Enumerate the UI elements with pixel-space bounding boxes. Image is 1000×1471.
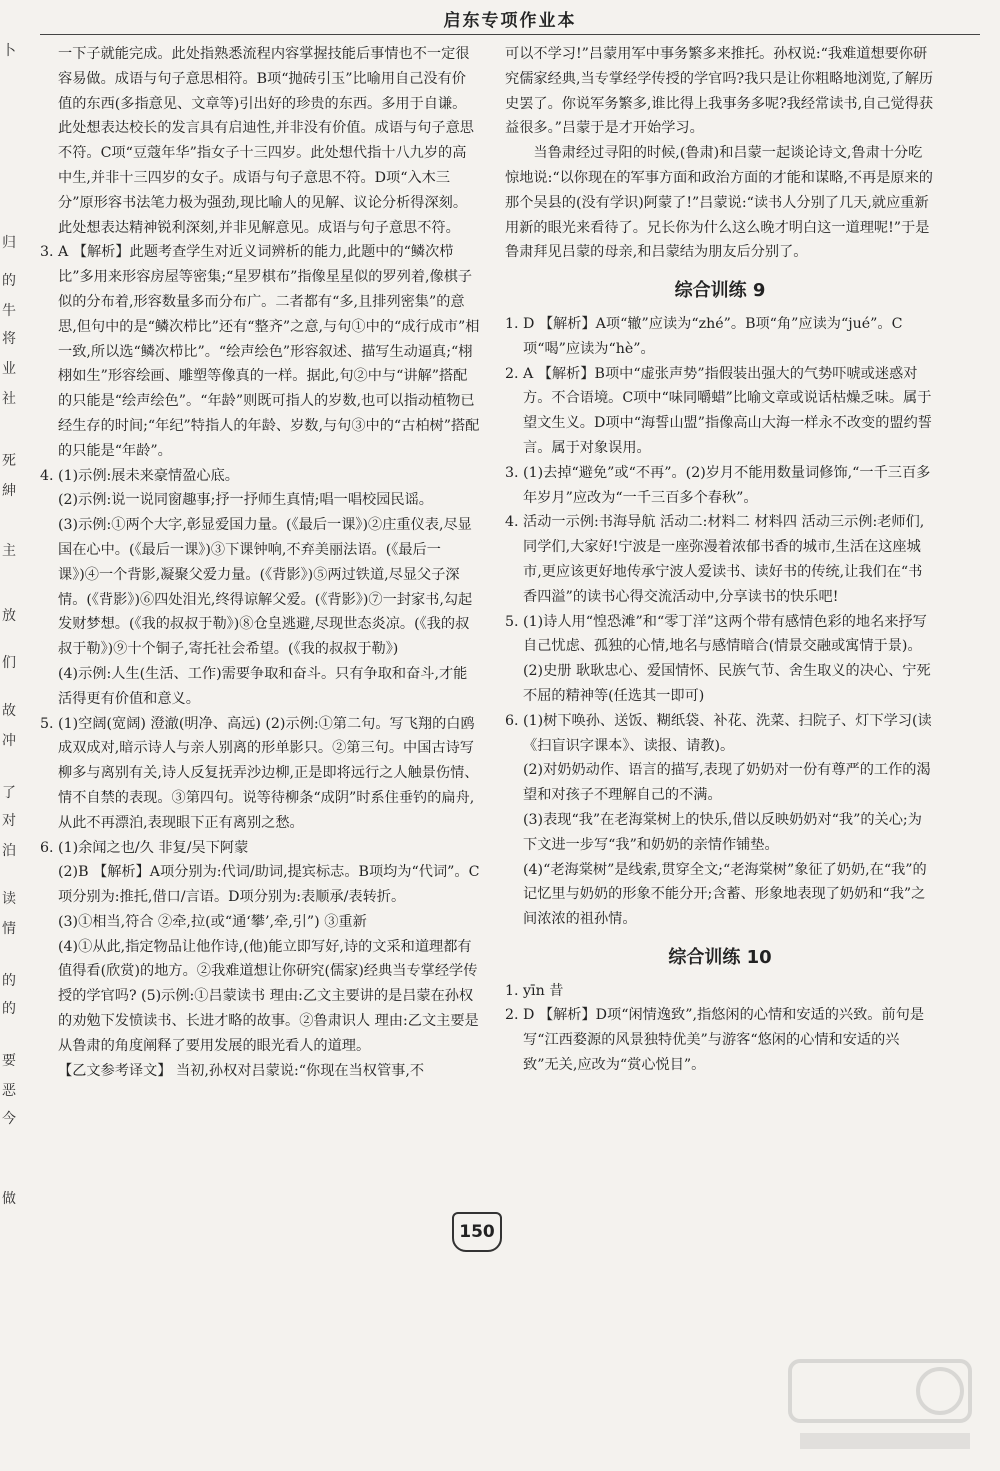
margin-char: 冲 (2, 733, 16, 749)
margin-char: 紳 (2, 483, 16, 499)
answer-4-1: 4. (1)示例:展未来豪情盈心底。 (40, 467, 239, 484)
answer-4-2: (2)示例:说一说同窗趣事;抒一抒师生真情;唱一唱校园民谣。 (58, 492, 433, 509)
s9-answer-5-2: (2)史册 耿耿忠心、爱国情怀、民族气节、舍生取义的决心、宁死不屈的精神等(任选其一即可) (523, 663, 931, 704)
margin-char: 主 (2, 543, 16, 559)
header-title: 启东专项作业本 (443, 11, 577, 31)
margin-char: 社 (2, 391, 16, 407)
page-header (40, 0, 980, 35)
s10-answer-2: 2. D 【解析】D项“闲情逸致”,指悠闲的心情和安适的兴致。前句是写“江西婺源的风景独特优美”与游客“悠闲的心情和安适的兴致”无关,应改为“赏心悦目”。 (505, 1007, 925, 1074)
margin-char: 的 (2, 973, 16, 989)
margin-char: 今 (2, 1111, 16, 1127)
margin-char: 放 (2, 608, 16, 624)
margin-char: 泊 (2, 843, 16, 859)
margin-char: 们 (2, 655, 16, 671)
margin-char: 要 (2, 1053, 16, 1069)
answer-3: 3. A 【解析】此题考查学生对近义词辨析的能力,此题中的“鳞次栉比”多用来形容房屋等密集;“星罗棋布”指像星星似的罗列着,像棋子似的分布着,形容数量多而分布广。二者都有“多,且排列密集”的意思,但句中的是“鳞次栉比”还有“整齐”之意,与句①中的“成行成市”相一致,所以选“鳞次栉比”。“绘声绘色”形容叙述、描写生动逼真;“栩栩如生”形容绘画、雕塑等像真的一样。据此,句②中与“讲解”搭配的只能是“绘声绘色”。“年龄”则既可指人的岁数,也可以指动植物已经生存的时间;“年纪”特指人的年龄、岁数,与句③中的“古柏树”搭配的只能是“年龄”。 (40, 244, 480, 459)
margin-char: 读 (2, 891, 16, 907)
margin-char: 对 (2, 813, 16, 829)
margin-char: 的 (2, 273, 16, 289)
margin-char: 情 (2, 921, 16, 937)
margin-char: 归 (2, 235, 16, 251)
s10-answer-1: 1. yīn 昔 (505, 982, 564, 999)
right-column (505, 42, 935, 1078)
margin-char: 死 (2, 453, 16, 469)
translation-paragraph-2: 当鲁肃经过寻阳的时候,(鲁肃)和吕蒙一起谈论诗文,鲁肃十分吃惊地说:“以你现在的军事方面和政治方面的才能和谋略,不再是原来的那个吴县的(没有学识)阿蒙了!”吕蒙说:“读书人分别了几天,就应重新用新的眼光来看待了。兄长你为什么这么晚才明白这一道理呢!”于是鲁肃拜见吕蒙的母亲,和吕蒙结为朋友后分别了。 (505, 145, 933, 261)
margin-char: 将 (2, 331, 16, 347)
answer-4-3: (3)示例:①两个大字,彰显爱国力量。(《最后一课》)②庄重仪表,尽显国在心中。(《最后一课》)③下课钟响,不弃美丽法语。(《最后一课》)④一个背影,凝聚父爱力量。(《背影》)⑤两过铁道,尽显父子深情。(《背影》)⑥四处泪光,终得谅解父爱。(《背影》)⑦一封家书,勾起发财梦想。(《我的叔叔于勒》)⑧仓皇逃避,尽现世态炎凉。(《我的叔叔于勒》)⑨十个铜子,寄托社会希望。(《我的叔叔于勒》) (58, 517, 473, 658)
s9-answer-5-1: 5. (1)诗人用“惶恐滩”和“零丁洋”这两个带有感情色彩的地名来抒写自己忧虑、孤独的心情,地名与感情暗合(情景交融或寓情于景)。 (505, 613, 927, 655)
margin-char: 业 (2, 361, 16, 377)
answer-6-3: (3)①相当,符合 ②牵,拉(或“通‘攀’,牵,引”) ③重新 (58, 913, 367, 930)
s9-answer-6-3: (3)表现“我”在老海棠树上的快乐,借以反映奶奶对“我”的关心;为下文进一步写“我”和奶奶的亲情作铺垫。 (523, 811, 922, 853)
answer-6-2: (2)B 【解析】A项分别为:代词/助词,提宾标志。B项均为“代词”。C项分别为:推托,借口/言语。D项分别为:表顺承/表转折。 (58, 864, 480, 906)
section-title-9: 综合训练 9 (674, 280, 766, 302)
s9-answer-3: 3. (1)去掉“避免”或“不再”。(2)岁月不能用数量词修饰,“一千三百多年岁月”应改为“一千三百多个春秋”。 (505, 464, 931, 506)
s9-answer-6-2: (2)对奶奶动作、语言的描写,表现了奶奶对一份有尊严的工作的渴望和对孩子不理解自己的不满。 (523, 762, 931, 804)
left-column (40, 42, 480, 1083)
paragraph-continued: 一下子就能完成。此处指熟悉流程内容掌握技能后事情也不一定很容易做。成语与句子意思相符。B项“抛砖引玉”比喻用自己没有价值的东西(多指意见、文章等)引出好的珍贵的东西。多用于自谦。此处想表达校长的发言具有启迪性,并非没有价值。成语与句子意思不符。C项“豆蔻年华”指女子十三四岁。此处想代指十八九岁的高中生,并非十三四岁的女子。成语与句子意思不符。D项“入木三分”原形容书法笔力极为强劲,现比喻人的见解、议论分析得深刻。此处想表达精神锐利深刻,并非见解意见。成语与句子意思不符。 (58, 46, 474, 236)
translation-continued: 可以不学习!”吕蒙用军中事务繁多来推托。孙权说:“我难道想要你研究儒家经典,当专掌经学传授的学官吗?我只是让你粗略地浏览,了解历史罢了。你说军务繁多,谁比得上我事务多呢?我经常读书,自己觉得获益很多。”吕蒙于是才开始学习。 (505, 46, 934, 137)
answer-4-4: (4)示例:人生(生活、工作)需要争取和奋斗。只有争取和奋斗,才能活得更有价值和意义。 (58, 665, 468, 707)
answer-5: 5. (1)空阔(宽阔) 澄澈(明净、高远) (2)示例:①第二句。写飞翔的白鸥成双成对,暗示诗人与亲人别离的形单影只。②第三句。中国古诗写柳多与离别有关,诗人反复抚弄沙边柳,正是即将远行之人触景伤情、情不自禁的表现。③第四句。说等待柳条“成阴”时系住垂钓的扁舟,从此不再漂泊,表现眼下正有离别之愁。 (40, 715, 479, 831)
margin-char: 卜 (2, 43, 16, 59)
s9-answer-2: 2. A 【解析】B项中“虚张声势”指假装出强大的气势吓唬或迷惑对方。不合语境。C项中“味同嚼蜡”比喻文章或说话枯燥乏味。属于望文生义。D项中“海誓山盟”指像高山大海一样永不改变的盟约誓言。属于对象误用。 (505, 365, 932, 456)
margin-char: 恶 (2, 1083, 16, 1099)
s9-answer-1: 1. D 【解析】A项“辙”应读为“zhé”。B项“角”应读为“jué”。C项“喝”应读为“hè”。 (505, 315, 903, 357)
answer-6-1: 6. (1)余闻之也/久 非复/吴下阿蒙 (40, 839, 249, 856)
margin-char: 了 (2, 785, 16, 801)
translation-heading-line: 【乙文参考译文】 当初,孙权对吕蒙说:“你现在当权管事,不 (58, 1062, 425, 1079)
left-margin-fragments (0, 40, 22, 1371)
s9-answer-6-4: (4)“老海棠树”是线索,贯穿全文;“老海棠树”象征了奶奶,在“我”的记忆里与奶奶的形象不能分开;含蓄、形象地表现了奶奶和“我”之间浓浓的祖孙情。 (523, 861, 927, 928)
watermark-logo (780, 1341, 980, 1461)
answer-6-4: (4)①从此,指定物品让他作诗,(他)能立即写好,诗的文采和道理都有值得看(欣赏)的地方。②我难道想让你研究(儒家)经典当专掌经学传授的学官吗? (5)示例:①吕蒙读书 理由:乙文主要讲的是吕蒙在孙权的劝勉下发愤读书、长进才略的故事。②鲁肃识人 理由:乙文主要是从鲁肃的角度阐释了要用发展的眼光看人的道理。 (58, 938, 479, 1054)
margin-char: 牛 (2, 303, 16, 319)
s9-answer-6-1: 6. (1)树下唤孙、送饭、糊纸袋、补花、洗菜、扫院子、灯下学习(读《扫盲识字课本》、读报、请教)。 (505, 712, 932, 754)
page-number: 150 (452, 1212, 502, 1252)
s9-answer-4: 4. 活动一示例:书海导航 活动二:材料二 材料四 活动三示例:老师们,同学们,大家好!宁波是一座弥漫着浓郁书香的城市,生活在这座城市,更应该更好地传承宁波人爱读书、读好书的传统,让我们在“书香四溢”的读书心得交流活动中,分享读书的快乐吧! (505, 514, 925, 605)
margin-char: 故 (2, 703, 16, 719)
margin-char: 做 (2, 1191, 16, 1207)
section-title-10: 综合训练 10 (668, 946, 772, 968)
margin-char: 的 (2, 1001, 16, 1017)
